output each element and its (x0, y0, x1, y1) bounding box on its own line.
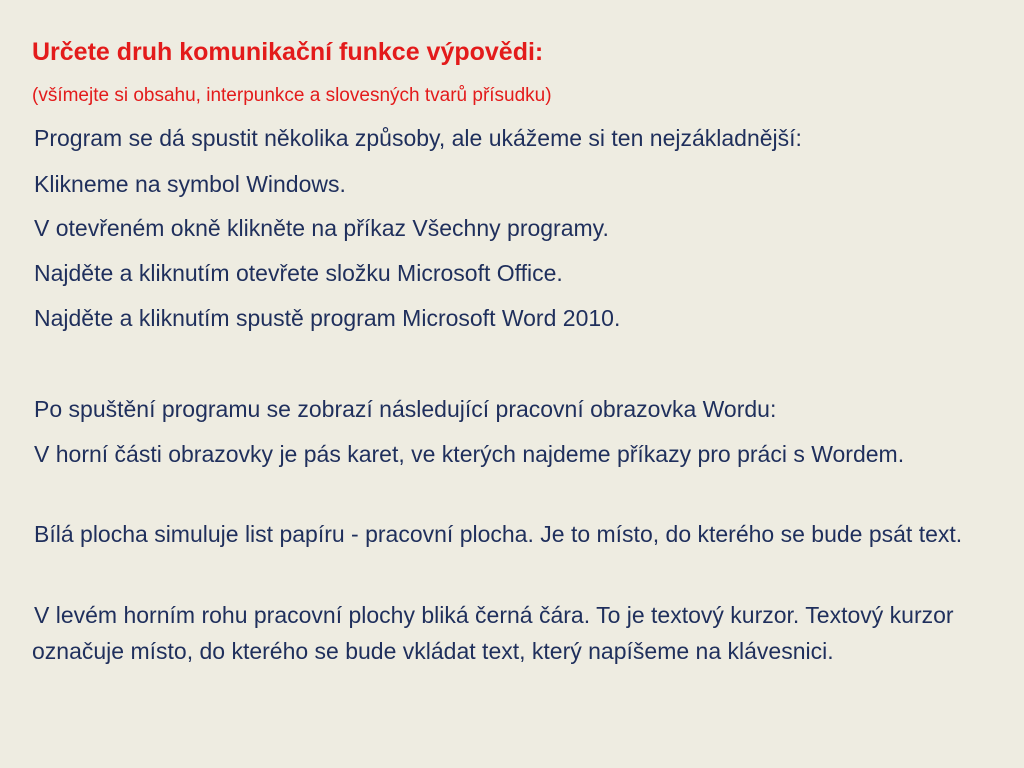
slide-subheading: (všímejte si obsahu, interpunkce a slovesných tvarů přísudku) (32, 85, 552, 106)
paragraph-office-folder: Najděte a kliknutím otevřete složku Microsoft Office. (34, 260, 563, 286)
paragraph-click-windows: Klikneme na symbol Windows. (34, 171, 346, 197)
slide-heading: Určete druh komunikační funkce výpovědi: (32, 38, 544, 66)
paragraph-all-programs: V otevřeném okně klikněte na příkaz Všechny programy. (34, 215, 609, 241)
paragraph-text-cursor: V levém horním rohu pracovní plochy bliká černá čára. To je textový kurzor. Textový kurzor označuje místo, do kterého se bude vkládat text, který napíšeme na klávesnici. (32, 602, 954, 664)
paragraph-word-screen: Po spuštění programu se zobrazí následující pracovní obrazovka Wordu: (34, 396, 777, 422)
paragraph-start-methods: Program se dá spustit několika způsoby, ale ukážeme si ten nejzákladnější: (34, 125, 802, 151)
paragraph-white-area: Bílá plocha simuluje list papíru - pracovní plocha. Je to místo, do kterého se bude psát text. (34, 521, 963, 547)
paragraph-launch-word: Najděte a kliknutím spustě program Microsoft Word 2010. (34, 305, 621, 331)
paragraph-ribbon: V horní části obrazovky je pás karet, ve kterých najdeme příkazy pro práci s Wordem. (34, 441, 905, 467)
